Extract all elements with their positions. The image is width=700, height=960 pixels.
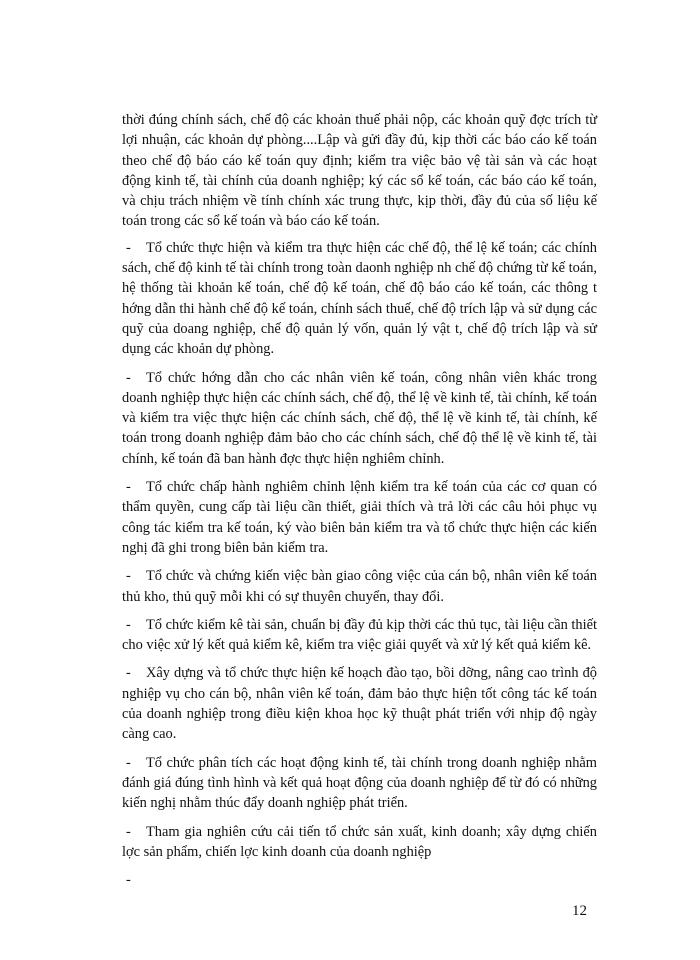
paragraph-text: Tổ chức thực hiện và kiểm tra thực hiện các chế độ, thể lệ kế toán; các chính sách, chế độ kinh tế tài chính trong toàn daonh nghiệp nh chế độ chứng từ kế toán, hệ thống tài khoản kế toán, chế độ kế toán, chế độ báo cáo kế toán, các thông t hớng dẫn thi hành chế độ kế toán, chính sách thuế, chế độ trích lập và sử dụng các quỹ của doang nghiệp, chế độ quản lý vốn, quản lý vật t, chế độ trích lập và sử dụng các khoản dự phòng.	[122, 239, 597, 358]
bullet-paragraph	[122, 566, 597, 607]
bullet-paragraph	[122, 477, 597, 558]
bullet-marker: -	[126, 239, 131, 256]
paragraph-text: Xây dựng và tổ chức thực hiện kế hoạch đào tạo, bồi dỡng, nâng cao trình độ nghiệp vụ cho cán bộ, nhân viên kế toán, đảm bảo thực hiện tốt công tác kế toán của doanh nghiệp trong điều kiện khoa học kỹ thuật phát triển với nhịp độ ngày càng cao.	[122, 665, 597, 743]
paragraph-text: Tổ chức phân tích các hoạt động kinh tế, tài chính trong doanh nghiệp nhằm đánh giá đúng tình hình và kết quả hoạt động của doanh nghiệp để từ đó có những kiến nghị nhằm thúc đẩy doanh nghiệp phát triển.	[122, 754, 597, 812]
bullet-marker: -	[126, 616, 131, 633]
bullet-paragraph	[122, 238, 597, 360]
document-body	[122, 110, 597, 898]
paragraph-text: Tổ chức chấp hành nghiêm chỉnh lệnh kiểm tra kế toán của các cơ quan có thẩm quyền, cung cấp tài liệu cần thiết, giải thích và trả lời các câu hỏi phục vụ công tác kiểm tra kế toán, ký vào biên bản kiểm tra và tổ chức thực hiện các kiến nghị đã ghi trong biên bản kiểm tra.	[122, 479, 597, 556]
bullet-marker: -	[126, 754, 131, 771]
bullet-marker: -	[126, 479, 131, 496]
bullet-paragraph	[122, 663, 597, 744]
bullet-marker: -	[126, 568, 131, 585]
paragraph-text: Tổ chức và chứng kiến việc bàn giao công việc của cán bộ, nhân viên kế toán thủ kho, thủ quỹ mỗi khi có sự thuyên chuyển, thay đổi.	[122, 568, 597, 605]
bullet-marker: -	[126, 665, 131, 682]
paragraph-text: Tổ chức kiểm kê tài sản, chuẩn bị đầy đủ kịp thời các thủ tục, tài liệu cần thiết cho việc xử lý kết quả kiểm kê, kiểm tra việc giải quyết và xử lý kết quả kiểm kê.	[122, 616, 597, 654]
paragraph-text: Tham gia nghiên cứu cải tiến tổ chức sản xuất, kinh doanh; xây dựng chiến lợc sản phẩm, chiến lợc kinh doanh của doanh nghiệp	[122, 823, 597, 860]
bullet-paragraph	[122, 870, 597, 890]
bullet-paragraph	[122, 822, 597, 863]
bullet-marker: -	[126, 872, 131, 889]
bullet-marker: -	[126, 823, 131, 840]
page-number: 12	[572, 903, 587, 919]
paragraph-continuation: thời đúng chính sách, chế độ các khoản thuế phải nộp, các khoản quỹ đợc trích từ lợi nhuận, các khoản dự phòng....Lập và gửi đầy đủ, kịp thời các báo cáo kế toán theo chế độ báo cáo kế toán quy định; kiểm tra việc bảo vệ tài sản và các hoạt động kinh tế, tài chính của doanh nghiệp; ký các sổ kế toán, các báo cáo kế toán, và chịu trách nhiệm về tính chính xác trung thực, kịp thời, đầy đủ của số liệu kế toán trong các sổ kế toán và báo cáo kế toán.	[122, 112, 597, 230]
bullet-paragraph	[122, 368, 597, 469]
bullet-paragraph	[122, 615, 597, 656]
bullet-marker: -	[126, 369, 131, 386]
bullet-paragraph	[122, 753, 597, 814]
paragraph-text: Tổ chức hớng dẫn cho các nhân viên kế toán, công nhân viên khác trong doanh nghiệp thực hiện các chính sách, chế độ, thể lệ về kinh tế, tài chính, kế toán và kiểm tra việc thực hiện các chính sách, chế độ, thể lệ về kinh tế, tài chính, kế toán trong doanh nghiệp đảm bảo cho các chính sách, chế độ thể lệ về kinh tế, tài chính, kế toán đã ban hành đợc thực hiện nghiêm chỉnh.	[122, 369, 597, 467]
